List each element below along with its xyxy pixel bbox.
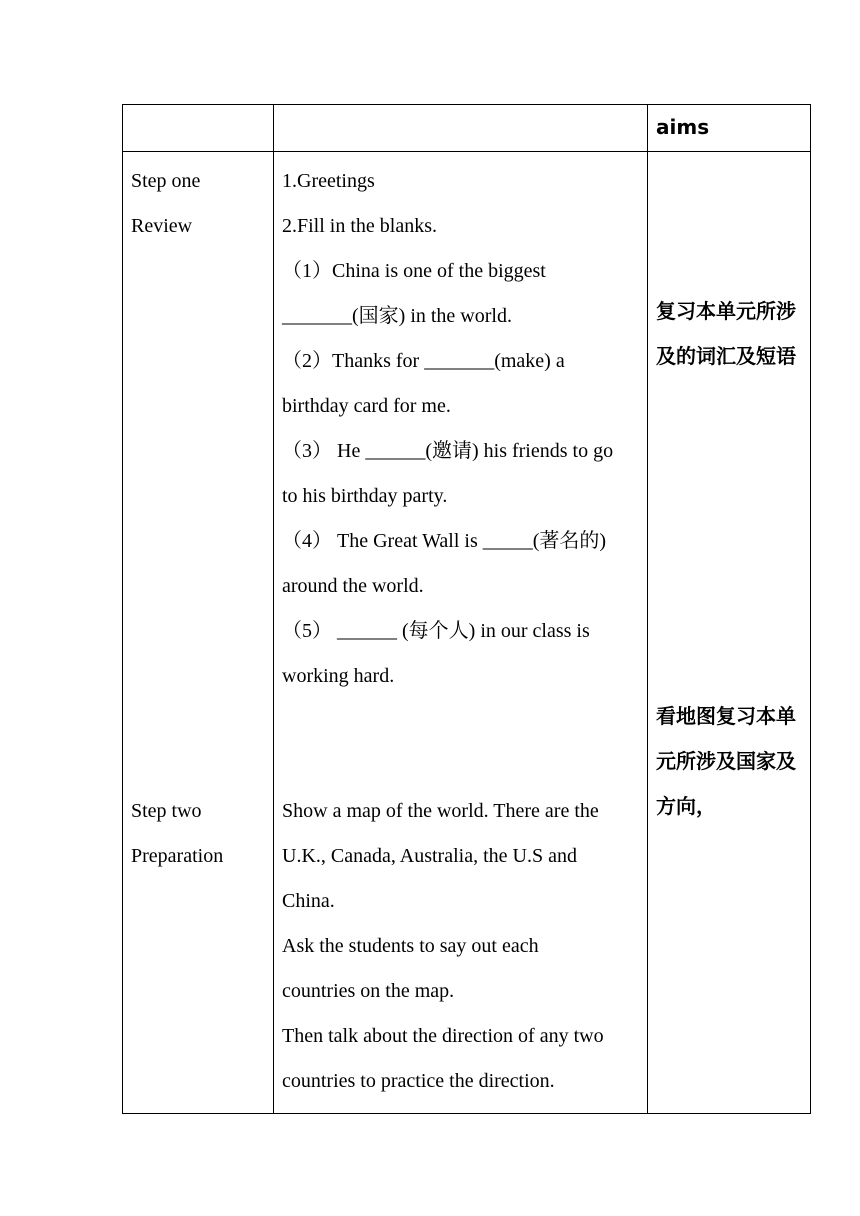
- aim-line: 复习本单元所涉: [656, 299, 796, 323]
- content-line: 2.Fill in the blanks.: [282, 215, 437, 237]
- aims-cell: [648, 152, 811, 1114]
- content-line: Ask the students to say out each: [282, 935, 539, 957]
- content-line: 1.Greetings: [282, 170, 375, 192]
- aim-line: 元所涉及国家及: [656, 749, 796, 773]
- content-line: around the world.: [282, 575, 424, 597]
- content-line: countries to practice the direction.: [282, 1070, 555, 1092]
- aim-line: 方向，: [656, 794, 716, 818]
- content-line: to his birthday party.: [282, 485, 448, 507]
- aim-preparation-block: [656, 694, 796, 829]
- aim-line: 及的词汇及短语: [656, 344, 796, 368]
- aim-line: 看地图复习本单: [656, 704, 796, 728]
- step-two-title: Step two: [131, 800, 202, 822]
- content-line: working hard.: [282, 665, 395, 687]
- step-two-block: [131, 789, 223, 879]
- table-header-row: [123, 105, 811, 152]
- content-line: （4） The Great Wall is _____(著名的): [282, 530, 607, 552]
- content-line: （5） ______ (每个人) in our class is: [282, 620, 590, 642]
- content-cell: [274, 152, 648, 1114]
- lesson-plan-table: [122, 104, 811, 1114]
- header-cell-content: [274, 105, 648, 152]
- content-line: [282, 744, 639, 789]
- header-cell-step: [123, 105, 274, 152]
- step-two-subtitle: Preparation: [131, 845, 224, 867]
- content-line: Then talk about the direction of any two: [282, 1025, 604, 1047]
- content-line: （3） He ______(邀请) his friends to go: [282, 440, 614, 462]
- content-line: [282, 699, 639, 744]
- content-line: Show a map of the world. There are the: [282, 800, 599, 822]
- content-line: _______(国家) in the world.: [282, 305, 512, 327]
- steps-cell: [123, 152, 274, 1114]
- table-body-row: [123, 152, 811, 1114]
- step-one-title: Step one: [131, 170, 201, 192]
- content-line: U.K., Canada, Australia, the U.S and: [282, 845, 577, 867]
- content-line: （2）Thanks for _______(make) a: [282, 350, 565, 372]
- step-one-subtitle: Review: [131, 215, 193, 237]
- content-line: China.: [282, 890, 335, 912]
- aim-review-block: [656, 289, 796, 379]
- content-line: （1）China is one of the biggest: [282, 260, 546, 282]
- content-line: birthday card for me.: [282, 395, 451, 417]
- content-line: countries on the map.: [282, 980, 455, 1002]
- header-cell-aims: aims: [648, 105, 811, 152]
